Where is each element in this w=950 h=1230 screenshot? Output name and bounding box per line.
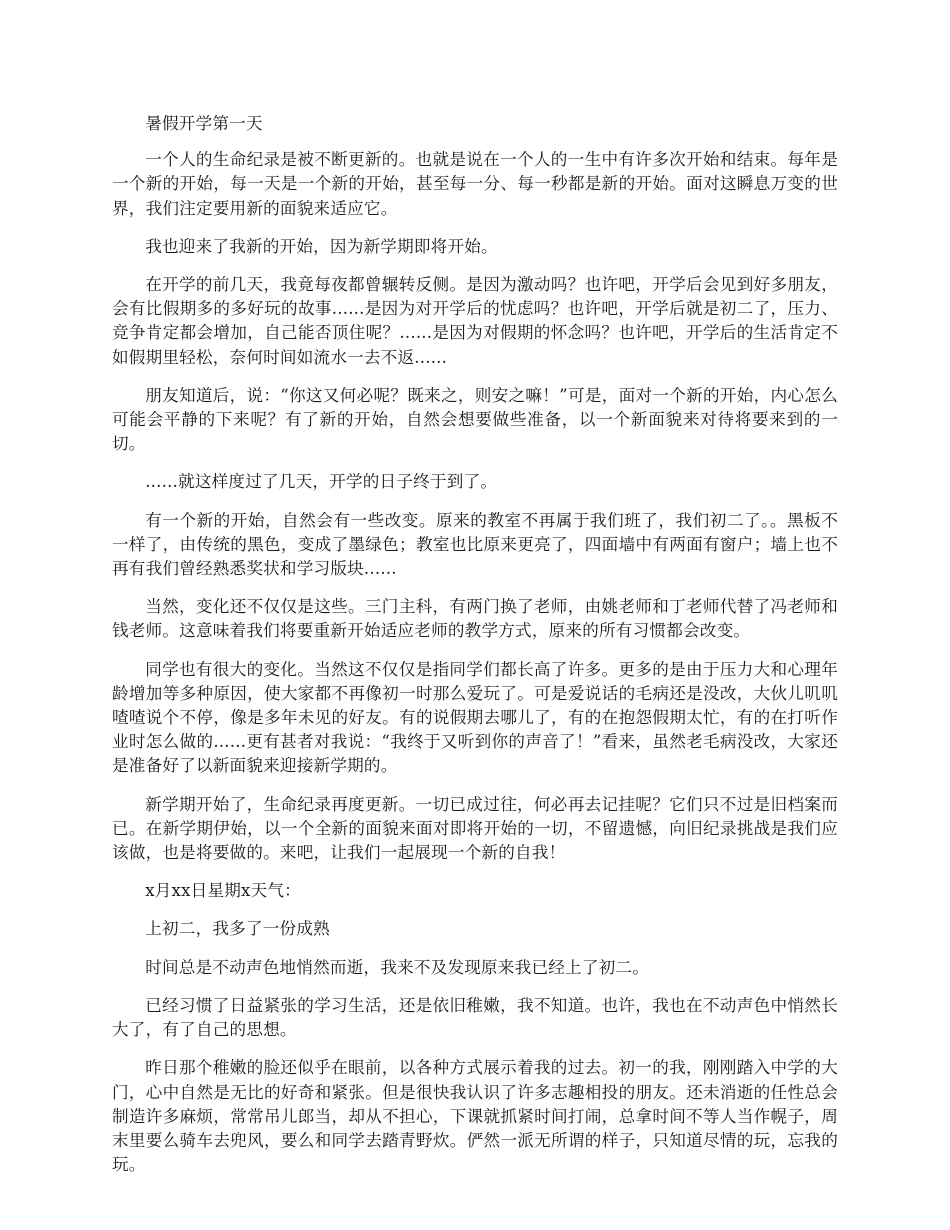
paragraph: 昨日那个稚嫩的脸还似乎在眼前，以各种方式展示着我的过去。初一的我，刚刚踏入中学的大门，心中自然是无比的好奇和紧张。但是很快我认识了许多志趣相投的朋友。还未消逝的任性总会制造许多麻烦，常常吊儿郎当，却从不担心，下课就抓紧时间打闹，总拿时间不等人当作幌子，周末里要么骑车去兜风，要么和同学去踏青野炊。俨然一派无所谓的样子，只知道尽情的玩，忘我的玩。: [112, 1058, 838, 1175]
document-title: 暑假开学第一天: [145, 114, 263, 133]
paragraph: ......就这样度过了几天，开学的日子终于到了。: [145, 472, 498, 492]
diary-date-line: x月xx日星期x天气：: [145, 881, 301, 901]
paragraph: 朋友知道后，说：“你这又何必呢？既来之，则安之嘛！”可是，面对一个新的开始，内心怎么可能会平静的下来呢？有了新的开始，自然会想要做些准备，以一个新面貌来对待将要来到的一切。: [112, 385, 838, 454]
paragraph: 在开学的前几天，我竟每夜都曾辗转反侧。是因为激动吗？也许吧，开学后会见到好多朋友，会有比假期多的多好玩的故事......是因为对开学后的忧虑吗？也许吧，开学后就是初二了，压力、竞争肯定都会增加，自己能否顶住呢？......是因为对假期的怀念吗？也许吧，开学后的生活肯定不如假期里轻松，奈何时间如流水一去不返......: [112, 275, 838, 367]
paragraph: 当然，变化还不仅仅是这些。三门主科，有两门换了老师，由姚老师和丁老师代替了冯老师和钱老师。这意味着我们将要重新开始适应老师的教学方式，原来的所有习惯都会改变。: [112, 597, 838, 641]
paragraph: 一个人的生命纪录是被不断更新的。也就是说在一个人的一生中有许多次开始和结束。每年是一个新的开始，每一天是一个新的开始，甚至每一分、每一秒都是新的开始。面对这瞬息万变的世界，我们注定要用新的面貌来适应它。: [112, 150, 838, 218]
paragraph: 有一个新的开始，自然会有一些改变。原来的教室不再属于我们班了，我们初二了。。黑板不一样了，由传统的黑色，变成了墨绿色；教室也比原来更亮了，四面墙中有两面有窗户；墙上也不再有我们曾经熟悉奖状和学习版块......: [112, 510, 838, 579]
paragraph: 新学期开始了，生命纪录再度更新。一切已成过往，何必再去记挂呢？它们只不过是旧档案而已。在新学期伊始，以一个全新的面貌来面对即将开始的一切，不留遗憾，向旧纪录挑战是我们应该做，也是将要做的。来吧，让我们一起展现一个新的自我！: [112, 794, 838, 863]
paragraph: 时间总是不动声色地悄然而逝，我来不及发现原来我已经上了初二。: [145, 957, 649, 977]
paragraph: 已经习惯了日益紧张的学习生活，还是依旧稚嫩，我不知道。也许，我也在不动声色中悄然长大了，有了自己的思想。: [112, 995, 838, 1040]
paragraph: 我也迎来了我新的开始，因为新学期即将开始。: [145, 236, 498, 256]
paragraph: 同学也有很大的变化。当然这不仅仅是指同学们都长高了许多。更多的是由于压力大和心理年龄增加等多种原因，使大家都不再像初一时那么爱玩了。可是爱说话的毛病还是没改，大伙儿叽叽喳喳说个不停，像是多年未见的好友。有的说假期去哪儿了，有的在抱怨假期太忙，有的在打听作业时怎么做的......更有甚者对我说：“我终于又听到你的声音了！”看来，虽然老毛病没改，大家还是准备好了以新面貌来迎接新学期的。: [112, 659, 838, 776]
section-heading: 上初二，我多了一份成熟: [145, 919, 330, 939]
document-body: [112, 112, 838, 1191]
